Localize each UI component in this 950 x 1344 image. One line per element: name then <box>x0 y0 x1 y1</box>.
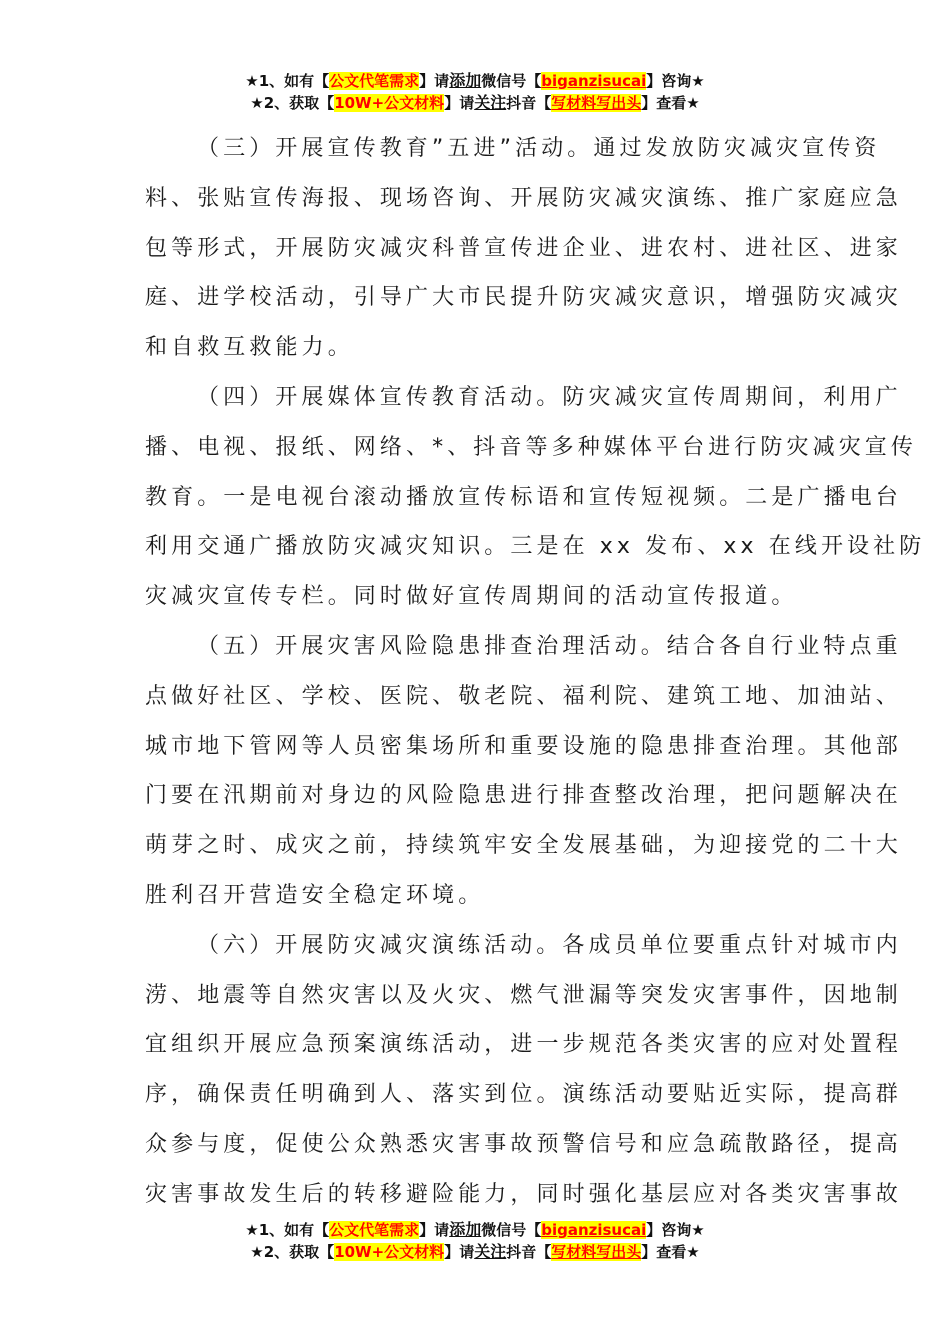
emphasis-follow: 关注 <box>474 93 507 112</box>
banner-text: 微信号【 <box>481 72 542 90</box>
highlight-ghostwriting: 公文代笔需求 <box>329 1221 420 1239</box>
wechat-id-link[interactable]: biganzisucai <box>541 1221 647 1239</box>
banner-text: 抖音【 <box>506 1243 552 1261</box>
banner-text: ★2、获取【 <box>250 94 335 112</box>
banner-text: 微信号【 <box>481 1221 542 1239</box>
document-body <box>145 124 926 1220</box>
douyin-account-link[interactable]: 写材料写出头 <box>551 94 642 112</box>
banner-text: 】查看★ <box>641 94 700 112</box>
emphasis-add: 添加 <box>449 71 482 90</box>
paragraph-5-line: 萌芽之时、成灾之前，持续筑牢安全发展基础，为迎接党的二十大 <box>145 833 902 859</box>
paragraph-4-line: （四）开展媒体宣传教育活动。防灾减灾宣传周期间，利用广 <box>197 384 902 410</box>
banner-text: 】请 <box>444 94 475 112</box>
paragraph-5-line: 点做好社区、学校、医院、敬老院、福利院、建筑工地、加油站、 <box>145 683 902 709</box>
banner-row-2 <box>0 1241 950 1263</box>
paragraph-5-line: 胜利召开营造安全稳定环境。 <box>145 882 485 908</box>
paragraph-6-line: 灾害事故发生后的转移避险能力，同时强化基层应对各类灾害事故 <box>145 1181 902 1207</box>
paragraph-5-line: 城市地下管网等人员密集场所和重要设施的隐患排查治理。其他部 <box>145 733 902 759</box>
highlight-materials: 10W+公文材料 <box>334 94 445 112</box>
paragraph-5-line: 门要在汛期前对身边的风险隐患进行排查整改治理，把问题解决在 <box>145 783 902 809</box>
banner-row-2 <box>0 92 950 114</box>
paragraph-3-line: 包等形式，开展防灾减灾科普宣传进企业、进农村、进社区、进家 <box>145 235 902 261</box>
paragraph-3-line: 庭、进学校活动，引导广大市民提升防灾减灾意识，增强防灾减灾 <box>145 285 902 311</box>
banner-text: ★1、如有【 <box>245 1221 330 1239</box>
footer-banner <box>0 1219 950 1263</box>
banner-text: 】请 <box>419 72 450 90</box>
highlight-materials: 10W+公文材料 <box>334 1243 445 1261</box>
paragraph-4-line: 利用交通广播放防灾减灾知识。三是在 xx 发布、xx 在线开设社防 <box>145 534 926 560</box>
banner-row-1 <box>0 70 950 92</box>
banner-text: 】请 <box>419 1221 450 1239</box>
paragraph-5-line: （五）开展灾害风险隐患排查治理活动。结合各自行业特点重 <box>197 633 902 659</box>
douyin-account-link[interactable]: 写材料写出头 <box>551 1243 642 1261</box>
paragraph-4-line: 教育。一是电视台滚动播放宣传标语和宣传短视频。二是广播电台 <box>145 484 902 510</box>
paragraph-6-line: （六）开展防灾减灾演练活动。各成员单位要重点针对城市内 <box>197 932 902 958</box>
header-banner <box>0 70 950 114</box>
highlight-ghostwriting: 公文代笔需求 <box>329 72 420 90</box>
paragraph-4-line: 播、电视、报纸、网络、*、抖音等多种媒体平台进行防灾减灾宣传 <box>145 434 918 460</box>
paragraph-3-line: 和自救互救能力。 <box>145 335 354 361</box>
banner-text: ★1、如有【 <box>245 72 330 90</box>
emphasis-add: 添加 <box>449 1220 482 1239</box>
paragraph-3-line: 料、张贴宣传海报、现场咨询、开展防灾减灾演练、推广家庭应急 <box>145 185 902 211</box>
paragraph-3-line: （三）开展宣传教育”五进”活动。通过发放防灾减灾宣传资 <box>197 136 881 161</box>
banner-text: 】查看★ <box>641 1243 700 1261</box>
banner-text: 】请 <box>444 1243 475 1261</box>
wechat-id-link[interactable]: biganzisucai <box>541 72 647 90</box>
paragraph-6-line: 宜组织开展应急预案演练活动，进一步规范各类灾害的应对处置程 <box>145 1032 902 1058</box>
paragraph-4-line: 灾减灾宣传专栏。同时做好宣传周期间的活动宣传报道。 <box>145 584 798 610</box>
emphasis-follow: 关注 <box>474 1242 507 1261</box>
banner-row-1 <box>0 1219 950 1241</box>
paragraph-6-line: 序，确保责任明确到人、落实到位。演练活动要贴近实际，提高群 <box>145 1082 902 1108</box>
paragraph-6-line: 涝、地震等自然灾害以及火灾、燃气泄漏等突发灾害事件，因地制 <box>145 982 902 1008</box>
banner-text: ★2、获取【 <box>250 1243 335 1261</box>
banner-text: 抖音【 <box>506 94 552 112</box>
banner-text: 】咨询★ <box>646 72 705 90</box>
paragraph-6-line: 众参与度，促使公众熟悉灾害事故预警信号和应急疏散路径，提高 <box>145 1131 902 1157</box>
banner-text: 】咨询★ <box>646 1221 705 1239</box>
